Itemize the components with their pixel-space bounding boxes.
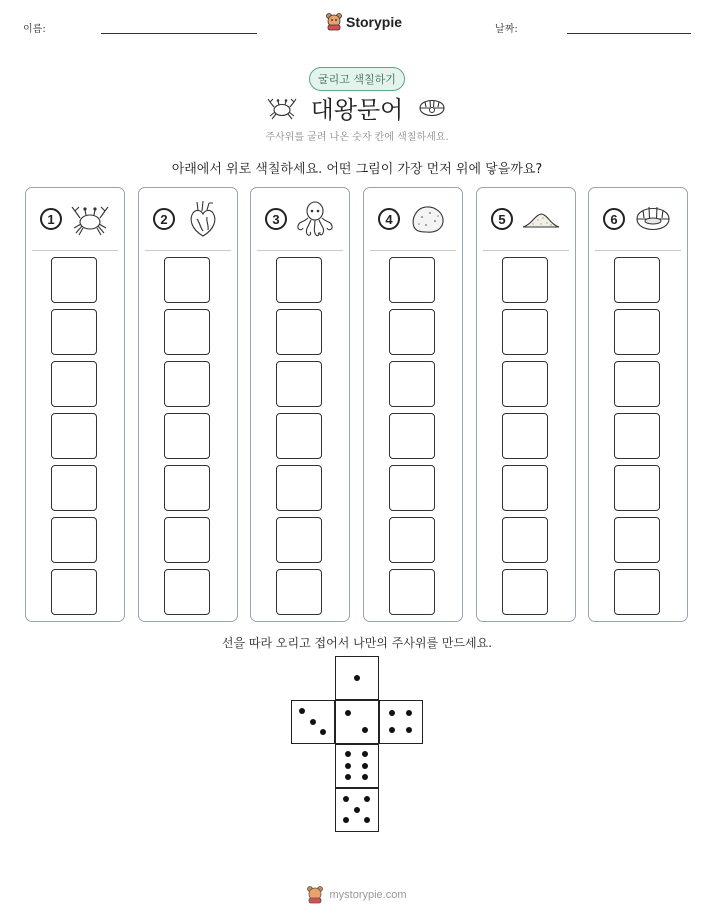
dice-pip [354,675,360,681]
color-cell[interactable] [502,517,548,563]
color-cell[interactable] [614,413,660,459]
column-6 [588,187,688,622]
color-cell[interactable] [502,257,548,303]
crab-icon [70,199,110,239]
crab-icon [267,94,297,122]
column-2 [138,187,238,622]
color-cell[interactable] [389,309,435,355]
color-cell[interactable] [502,413,548,459]
dice-pip [345,774,351,780]
dice-pip [320,729,326,735]
page-title: 대왕문어 [310,96,404,124]
dice-pip [362,763,368,769]
color-cell[interactable] [276,413,322,459]
color-cell[interactable] [502,569,548,615]
dice-face-1 [335,656,379,700]
dice-pip [343,796,349,802]
footer [0,886,714,904]
dice-face-5 [335,788,379,832]
column-divider [595,250,681,251]
dice-pip [406,727,412,733]
column-number: 3 [265,208,287,230]
dice-face-2 [335,700,379,744]
brand-name: Storypie [346,14,403,30]
color-cell[interactable] [164,465,210,511]
name-line [101,33,257,34]
column-number: 5 [491,208,513,230]
color-cell[interactable] [51,361,97,407]
column-divider [32,250,118,251]
column-header [251,188,349,250]
brand-logo [326,13,402,31]
dice-pip [310,719,316,725]
color-cell[interactable] [51,517,97,563]
dice-pip [362,774,368,780]
color-cell[interactable] [502,361,548,407]
dice-face-3 [291,700,335,744]
color-cell[interactable] [51,413,97,459]
dice-pip [345,751,351,757]
dice-pip [362,727,368,733]
column-divider [370,250,456,251]
column-header [139,188,237,250]
clam-icon [633,199,673,239]
dice-face-4 [379,700,423,744]
column-number: 2 [153,208,175,230]
column-3 [250,187,350,622]
color-cell[interactable] [276,517,322,563]
storypie-mascot-icon [307,886,323,904]
color-cell[interactable] [614,569,660,615]
activity-badge: 굴리고 색칠하기 [309,67,405,91]
subtitle: 주사위를 굴려 나온 숫자 칸에 색칠하세요. [265,132,449,143]
column-header [477,188,575,250]
column-1 [25,187,125,622]
color-cell[interactable] [389,569,435,615]
dice-pip [406,710,412,716]
color-cell[interactable] [51,257,97,303]
color-cell[interactable] [164,517,210,563]
color-cell[interactable] [276,309,322,355]
title-row [0,90,714,125]
color-cell[interactable] [276,569,322,615]
date-label: 날짜: [495,24,518,35]
color-cell[interactable] [389,413,435,459]
date-line [567,33,691,34]
color-cell[interactable] [276,465,322,511]
color-cell[interactable] [51,309,97,355]
dice-pip [364,817,370,823]
dice-pip [299,708,305,714]
color-cell[interactable] [164,309,210,355]
color-cell[interactable] [502,465,548,511]
heart-organ-icon [183,199,223,239]
color-cell[interactable] [614,361,660,407]
dice-pip [345,763,351,769]
color-cell[interactable] [164,569,210,615]
column-4 [363,187,463,622]
dice-face-6 [335,744,379,788]
footer-url: mystorypie.com [329,889,407,901]
column-divider [257,250,343,251]
color-cell[interactable] [276,361,322,407]
instruction-text: 아래에서 위로 색칠하세요. 어떤 그림이 가장 먼저 위에 닿을까요? [171,162,543,177]
color-cell[interactable] [614,257,660,303]
color-cell[interactable] [164,413,210,459]
octopus-icon [295,199,335,239]
clam-icon [417,94,447,122]
color-cell[interactable] [51,569,97,615]
dice-instruction: 선을 따라 오리고 접어서 나만의 주사위를 만드세요. [221,636,493,650]
dice-pip [364,796,370,802]
dice-pip [389,727,395,733]
dice-pip [345,710,351,716]
color-cell[interactable] [614,465,660,511]
sand-pile-icon [521,199,561,239]
color-cell[interactable] [51,465,97,511]
column-5 [476,187,576,622]
dice-pip [362,751,368,757]
color-cell[interactable] [389,361,435,407]
column-header [26,188,124,250]
color-cell[interactable] [389,465,435,511]
dice-pip [354,807,360,813]
column-number: 1 [40,208,62,230]
color-cell[interactable] [389,257,435,303]
column-header [364,188,462,250]
rock-icon [408,199,448,239]
name-label: 이름: [23,24,46,35]
column-divider [483,250,569,251]
dice-pip [389,710,395,716]
color-cell[interactable] [389,517,435,563]
column-number: 4 [378,208,400,230]
column-divider [145,250,231,251]
column-number: 6 [603,208,625,230]
color-cell[interactable] [164,257,210,303]
color-cell[interactable] [614,517,660,563]
column-header [589,188,687,250]
dice-pip [343,817,349,823]
color-cell[interactable] [276,257,322,303]
color-cell[interactable] [502,309,548,355]
storypie-mascot-icon [326,13,342,31]
color-cell[interactable] [614,309,660,355]
color-cell[interactable] [164,361,210,407]
